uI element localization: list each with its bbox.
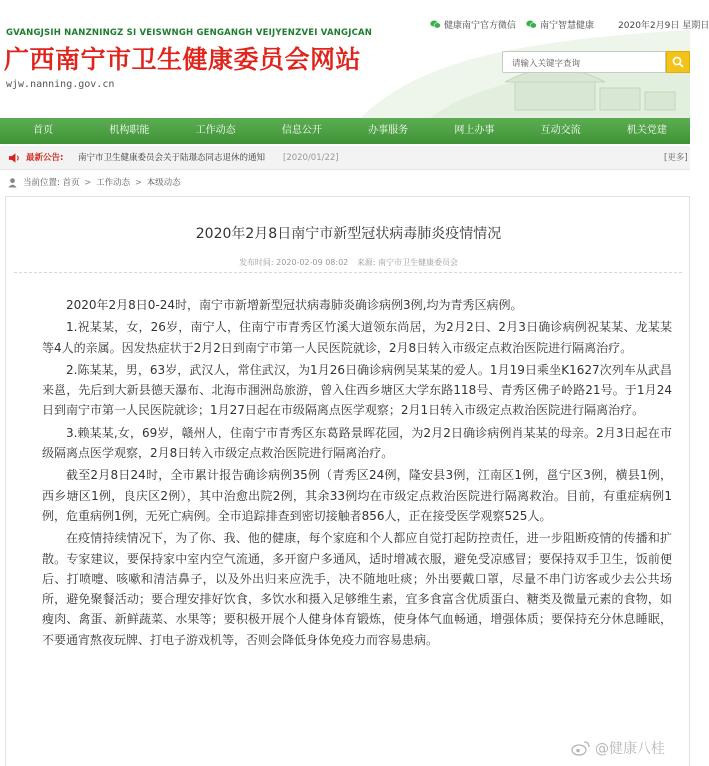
- divider: [14, 272, 682, 273]
- site-title[interactable]: 广西南宁市卫生健康委员会网站: [4, 45, 362, 74]
- article-title: 2020年2月8日南宁市新型冠状病毒肺炎疫情情况: [195, 226, 502, 242]
- nav-item-disclosure[interactable]: 信息公开: [281, 125, 322, 136]
- nav-item-work-news[interactable]: 工作动态: [195, 125, 236, 136]
- site-domain: wjw.nanning.gov.cn: [6, 79, 115, 90]
- wechat-link[interactable]: [430, 18, 516, 31]
- article-paragraph: 1.祝某某，女，26岁，南宁人，住南宁市青秀区竹溪大道领东尚居，为2月2日、2月3日确诊病例祝某某、龙某某等4人的亲属。因发热症状于2月2日到南宁市第一人民医院就诊，2月8日转入市级定点救治医院进行隔离治疗。: [42, 320, 672, 355]
- article-source: 来源: 南宁市卫生健康委员会: [356, 258, 459, 267]
- article-paragraph: 2.陈某某，男，63岁，武汉人，常住武汉，为1月26日确诊病例吴某某的爱人。1月19日乘坐K1627次列车从武昌来邕，先后到大新县德天瀑布、北海市涠洲岛旅游，曾入住西乡塘区大学东路118号、青秀区佛子岭路21号。于1月24日到南宁市第一人民医院就诊；1月27日起在市级隔离点医学观察；2月1日转入市级定点救治医院进行隔离治疗。: [42, 362, 672, 418]
- search-icon: [672, 56, 684, 68]
- smart-health-link[interactable]: [526, 18, 594, 31]
- breadcrumb-work-news[interactable]: 工作动态: [96, 178, 131, 188]
- article-body: [42, 295, 672, 652]
- header-date: 2020年2月9日 星期日: [618, 21, 709, 31]
- article-panel: [5, 196, 690, 766]
- wechat-icon: [526, 20, 537, 29]
- nav-item-home[interactable]: 首页: [33, 125, 54, 136]
- main-nav: [0, 118, 690, 144]
- person-icon: [7, 177, 18, 188]
- nav-item-online[interactable]: 网上办事: [454, 125, 495, 136]
- article-paragraph: 在疫情持续情况下，为了你、我、他的健康，每个家庭和个人都应自觉打起防控责任，进一步阻断疫情的传播和扩散。专家建议，要保持家中室内空气流通，多开窗户多通风，适时增减衣服，避免受凉感冒；要保持双手卫生，饭前便后、打喷嚏、咳嗽和清洁鼻子，以及外出归来应洗手，决不随地吐痰；外出要戴口罩，尽量不串门访客或少去公共场所，避免聚餐活动；要合理安排好饮食，多饮水和摄入足够维生素，宜多食富含优质蛋白、糖类及微量元素的食物，如瘦肉、禽蛋、新鲜蔬菜、水果等；要积极开展个人健身体育锻炼，使身体气血畅通，增强体质；要保持充分休息睡眠，不要通宵熬夜玩牌、打电子游戏机等，否则会降低身体免疫力而容易患病。: [42, 531, 672, 647]
- article-paragraph: 3.赖某某,女，69岁，赣州人，住南宁市青秀区东葛路景晖花园，为2月2日确诊病例肖某某的母亲。2月3日起在市级隔离点医学观察，2月8日转入市级定点救治医院进行隔离治疗。: [42, 425, 672, 461]
- breadcrumb: [0, 172, 690, 194]
- weibo-icon: [571, 740, 591, 756]
- article-published: 发布时间: 2020-02-09 08:02: [238, 258, 349, 267]
- wechat-link-label: 健康南宁官方微信: [444, 21, 517, 31]
- article-paragraph: 2020年2月8日0-24时，南宁市新增新型冠状病毒肺炎确诊病例3例,均为青秀区病例。: [66, 298, 523, 312]
- speaker-icon: [8, 152, 21, 164]
- wechat-icon: [430, 20, 441, 29]
- breadcrumb-prefix: 当前位置:: [23, 178, 60, 188]
- smart-health-link-label: 南宁智慧健康: [540, 21, 595, 31]
- notice-label: 最新公告:: [26, 153, 64, 163]
- breadcrumb-separator: >: [134, 178, 142, 188]
- article-meta: [6, 257, 691, 268]
- notice-bar: [0, 146, 690, 170]
- article-paragraph: 截至2月8日24时，全市累计报告确诊病例35例（青秀区24例，隆安县3例，江南区1例，邕宁区3例，横县1例，西乡塘区1例，良庆区2例），其中治愈出院2例，其余33例均在市级定点救治医院进行隔离救治。目前，有重症病例1例，危重病例1例，无死亡病例。全市追踪排查到密切接触者856人，正在接受医学观察525人。: [42, 468, 672, 523]
- breadcrumb-separator: >: [84, 178, 92, 188]
- site-header: [0, 0, 709, 118]
- breadcrumb-home[interactable]: 首页: [62, 178, 80, 188]
- breadcrumb-current[interactable]: 本级动态: [146, 178, 181, 188]
- weibo-watermark: [571, 738, 665, 758]
- top-links: [430, 18, 709, 31]
- notice-more-link[interactable]: [更多]: [664, 153, 688, 163]
- nav-item-functions[interactable]: 机构职能: [109, 125, 150, 136]
- site-title-pinyin: GVANGJSIH NANZNINGZ SI VEISWNGH GENGANGH VEIJYENZVEI VANGJCAN: [6, 28, 373, 38]
- nav-item-services[interactable]: 办事服务: [368, 125, 409, 136]
- notice-date: [2020/01/22]: [283, 153, 339, 163]
- nav-item-party[interactable]: 机关党建: [626, 125, 667, 136]
- search-input[interactable]: 请输入关键字查询: [502, 51, 666, 73]
- watermark-text: @健康八桂: [595, 741, 665, 757]
- nav-item-interaction[interactable]: 互动交流: [540, 125, 581, 136]
- search-button[interactable]: [666, 51, 690, 73]
- notice-link[interactable]: 南宁市卫生健康委员会关于陆璟态同志退休的通知: [78, 153, 266, 163]
